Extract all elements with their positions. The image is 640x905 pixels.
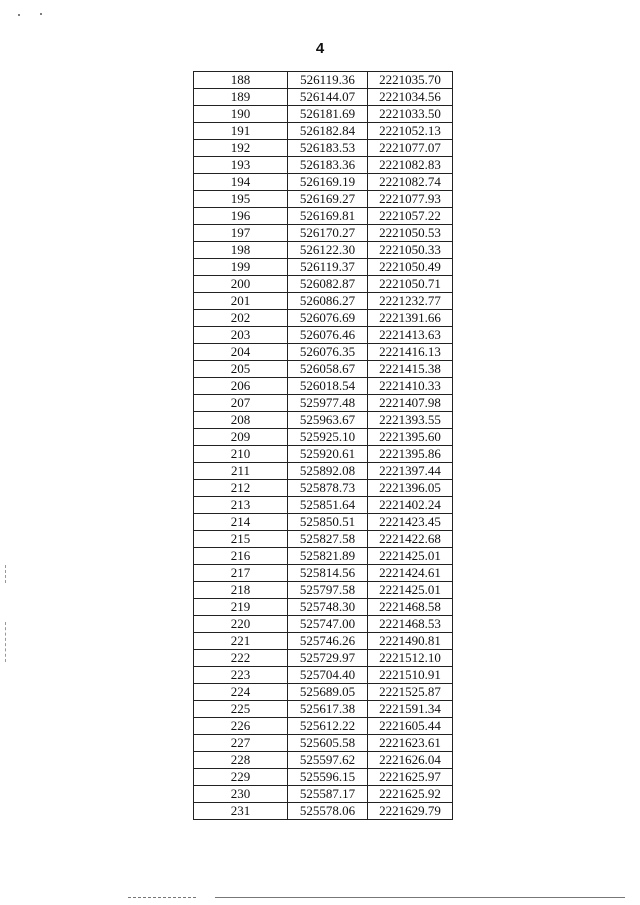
y-coordinate-cell: 2221425.01 bbox=[368, 548, 453, 565]
point-number-cell: 220 bbox=[194, 616, 288, 633]
x-coordinate-cell: 525704.40 bbox=[288, 667, 368, 684]
y-coordinate-cell: 2221625.97 bbox=[368, 769, 453, 786]
x-coordinate-cell: 525878.73 bbox=[288, 480, 368, 497]
table-row bbox=[194, 242, 453, 259]
table-row bbox=[194, 786, 453, 803]
table-row bbox=[194, 106, 453, 123]
x-coordinate-cell: 525920.61 bbox=[288, 446, 368, 463]
y-coordinate-cell: 2221052.13 bbox=[368, 123, 453, 140]
scan-artifact-line bbox=[128, 897, 196, 898]
table-row bbox=[194, 208, 453, 225]
y-coordinate-cell: 2221591.34 bbox=[368, 701, 453, 718]
y-coordinate-cell: 2221050.49 bbox=[368, 259, 453, 276]
y-coordinate-cell: 2221425.01 bbox=[368, 582, 453, 599]
y-coordinate-cell: 2221423.45 bbox=[368, 514, 453, 531]
table-row bbox=[194, 752, 453, 769]
table-row bbox=[194, 565, 453, 582]
y-coordinate-cell: 2221057.22 bbox=[368, 208, 453, 225]
y-coordinate-cell: 2221605.44 bbox=[368, 718, 453, 735]
table-row bbox=[194, 463, 453, 480]
x-coordinate-cell: 525597.62 bbox=[288, 752, 368, 769]
point-number-cell: 191 bbox=[194, 123, 288, 140]
y-coordinate-cell: 2221396.05 bbox=[368, 480, 453, 497]
y-coordinate-cell: 2221525.87 bbox=[368, 684, 453, 701]
table-row bbox=[194, 140, 453, 157]
x-coordinate-cell: 526082.87 bbox=[288, 276, 368, 293]
y-coordinate-cell: 2221077.07 bbox=[368, 140, 453, 157]
point-number-cell: 226 bbox=[194, 718, 288, 735]
x-coordinate-cell: 526169.27 bbox=[288, 191, 368, 208]
table-row bbox=[194, 72, 453, 89]
table-row bbox=[194, 123, 453, 140]
table-row bbox=[194, 548, 453, 565]
point-number-cell: 221 bbox=[194, 633, 288, 650]
table-row bbox=[194, 480, 453, 497]
point-number-cell: 204 bbox=[194, 344, 288, 361]
x-coordinate-cell: 526119.37 bbox=[288, 259, 368, 276]
x-coordinate-cell: 526170.27 bbox=[288, 225, 368, 242]
coordinates-table-body bbox=[194, 72, 453, 820]
table-row bbox=[194, 446, 453, 463]
page-number: 4 bbox=[315, 40, 325, 57]
y-coordinate-cell: 2221082.83 bbox=[368, 157, 453, 174]
y-coordinate-cell: 2221393.55 bbox=[368, 412, 453, 429]
scan-speck bbox=[40, 13, 42, 15]
y-coordinate-cell: 2221413.63 bbox=[368, 327, 453, 344]
table-row bbox=[194, 650, 453, 667]
x-coordinate-cell: 526144.07 bbox=[288, 89, 368, 106]
y-coordinate-cell: 2221050.33 bbox=[368, 242, 453, 259]
point-number-cell: 211 bbox=[194, 463, 288, 480]
x-coordinate-cell: 525827.58 bbox=[288, 531, 368, 548]
point-number-cell: 224 bbox=[194, 684, 288, 701]
table-row bbox=[194, 378, 453, 395]
y-coordinate-cell: 2221033.50 bbox=[368, 106, 453, 123]
point-number-cell: 198 bbox=[194, 242, 288, 259]
y-coordinate-cell: 2221468.53 bbox=[368, 616, 453, 633]
y-coordinate-cell: 2221468.58 bbox=[368, 599, 453, 616]
x-coordinate-cell: 526182.84 bbox=[288, 123, 368, 140]
point-number-cell: 218 bbox=[194, 582, 288, 599]
point-number-cell: 227 bbox=[194, 735, 288, 752]
scan-edge-mark bbox=[5, 565, 6, 583]
table-row bbox=[194, 531, 453, 548]
y-coordinate-cell: 2221082.74 bbox=[368, 174, 453, 191]
y-coordinate-cell: 2221623.61 bbox=[368, 735, 453, 752]
y-coordinate-cell: 2221629.79 bbox=[368, 803, 453, 820]
x-coordinate-cell: 525963.67 bbox=[288, 412, 368, 429]
y-coordinate-cell: 2221391.66 bbox=[368, 310, 453, 327]
point-number-cell: 217 bbox=[194, 565, 288, 582]
point-number-cell: 219 bbox=[194, 599, 288, 616]
table-row bbox=[194, 293, 453, 310]
x-coordinate-cell: 526018.54 bbox=[288, 378, 368, 395]
x-coordinate-cell: 526169.19 bbox=[288, 174, 368, 191]
table-row bbox=[194, 599, 453, 616]
table-row bbox=[194, 769, 453, 786]
point-number-cell: 200 bbox=[194, 276, 288, 293]
point-number-cell: 196 bbox=[194, 208, 288, 225]
x-coordinate-cell: 526122.30 bbox=[288, 242, 368, 259]
y-coordinate-cell: 2221034.56 bbox=[368, 89, 453, 106]
y-coordinate-cell: 2221397.44 bbox=[368, 463, 453, 480]
table-row bbox=[194, 514, 453, 531]
x-coordinate-cell: 525821.89 bbox=[288, 548, 368, 565]
scan-speck bbox=[18, 14, 20, 16]
y-coordinate-cell: 2221035.70 bbox=[368, 72, 453, 89]
y-coordinate-cell: 2221512.10 bbox=[368, 650, 453, 667]
y-coordinate-cell: 2221410.33 bbox=[368, 378, 453, 395]
x-coordinate-cell: 526076.35 bbox=[288, 344, 368, 361]
table-row bbox=[194, 429, 453, 446]
point-number-cell: 202 bbox=[194, 310, 288, 327]
y-coordinate-cell: 2221050.71 bbox=[368, 276, 453, 293]
point-number-cell: 208 bbox=[194, 412, 288, 429]
table-row bbox=[194, 344, 453, 361]
x-coordinate-cell: 525617.38 bbox=[288, 701, 368, 718]
x-coordinate-cell: 525892.08 bbox=[288, 463, 368, 480]
y-coordinate-cell: 2221395.86 bbox=[368, 446, 453, 463]
table-row bbox=[194, 310, 453, 327]
point-number-cell: 231 bbox=[194, 803, 288, 820]
x-coordinate-cell: 525850.51 bbox=[288, 514, 368, 531]
x-coordinate-cell: 526181.69 bbox=[288, 106, 368, 123]
y-coordinate-cell: 2221422.68 bbox=[368, 531, 453, 548]
x-coordinate-cell: 525977.48 bbox=[288, 395, 368, 412]
table-row bbox=[194, 361, 453, 378]
x-coordinate-cell: 526086.27 bbox=[288, 293, 368, 310]
table-row bbox=[194, 582, 453, 599]
point-number-cell: 206 bbox=[194, 378, 288, 395]
x-coordinate-cell: 526119.36 bbox=[288, 72, 368, 89]
point-number-cell: 209 bbox=[194, 429, 288, 446]
table-row bbox=[194, 225, 453, 242]
y-coordinate-cell: 2221510.91 bbox=[368, 667, 453, 684]
x-coordinate-cell: 525578.06 bbox=[288, 803, 368, 820]
point-number-cell: 194 bbox=[194, 174, 288, 191]
point-number-cell: 230 bbox=[194, 786, 288, 803]
coordinates-table bbox=[193, 71, 453, 820]
point-number-cell: 229 bbox=[194, 769, 288, 786]
y-coordinate-cell: 2221407.98 bbox=[368, 395, 453, 412]
point-number-cell: 228 bbox=[194, 752, 288, 769]
y-coordinate-cell: 2221402.24 bbox=[368, 497, 453, 514]
point-number-cell: 225 bbox=[194, 701, 288, 718]
table-row bbox=[194, 395, 453, 412]
table-row bbox=[194, 735, 453, 752]
point-number-cell: 210 bbox=[194, 446, 288, 463]
table-row bbox=[194, 667, 453, 684]
table-row bbox=[194, 497, 453, 514]
y-coordinate-cell: 2221050.53 bbox=[368, 225, 453, 242]
table-row bbox=[194, 157, 453, 174]
point-number-cell: 213 bbox=[194, 497, 288, 514]
point-number-cell: 212 bbox=[194, 480, 288, 497]
point-number-cell: 203 bbox=[194, 327, 288, 344]
point-number-cell: 189 bbox=[194, 89, 288, 106]
point-number-cell: 195 bbox=[194, 191, 288, 208]
table-row bbox=[194, 701, 453, 718]
x-coordinate-cell: 526183.53 bbox=[288, 140, 368, 157]
x-coordinate-cell: 525729.97 bbox=[288, 650, 368, 667]
x-coordinate-cell: 526076.46 bbox=[288, 327, 368, 344]
point-number-cell: 192 bbox=[194, 140, 288, 157]
point-number-cell: 207 bbox=[194, 395, 288, 412]
point-number-cell: 214 bbox=[194, 514, 288, 531]
table-row bbox=[194, 276, 453, 293]
y-coordinate-cell: 2221077.93 bbox=[368, 191, 453, 208]
point-number-cell: 197 bbox=[194, 225, 288, 242]
table-row bbox=[194, 633, 453, 650]
x-coordinate-cell: 526169.81 bbox=[288, 208, 368, 225]
scan-edge-mark bbox=[5, 622, 6, 662]
scan-artifact-line bbox=[215, 897, 625, 898]
table-row bbox=[194, 327, 453, 344]
y-coordinate-cell: 2221490.81 bbox=[368, 633, 453, 650]
y-coordinate-cell: 2221232.77 bbox=[368, 293, 453, 310]
x-coordinate-cell: 525746.26 bbox=[288, 633, 368, 650]
point-number-cell: 201 bbox=[194, 293, 288, 310]
table-row bbox=[194, 718, 453, 735]
point-number-cell: 215 bbox=[194, 531, 288, 548]
x-coordinate-cell: 525587.17 bbox=[288, 786, 368, 803]
x-coordinate-cell: 526076.69 bbox=[288, 310, 368, 327]
x-coordinate-cell: 525748.30 bbox=[288, 599, 368, 616]
table-row bbox=[194, 191, 453, 208]
y-coordinate-cell: 2221424.61 bbox=[368, 565, 453, 582]
x-coordinate-cell: 525814.56 bbox=[288, 565, 368, 582]
x-coordinate-cell: 525612.22 bbox=[288, 718, 368, 735]
x-coordinate-cell: 526183.36 bbox=[288, 157, 368, 174]
x-coordinate-cell: 525797.58 bbox=[288, 582, 368, 599]
table-row bbox=[194, 259, 453, 276]
point-number-cell: 188 bbox=[194, 72, 288, 89]
point-number-cell: 223 bbox=[194, 667, 288, 684]
table-row bbox=[194, 412, 453, 429]
y-coordinate-cell: 2221395.60 bbox=[368, 429, 453, 446]
x-coordinate-cell: 525605.58 bbox=[288, 735, 368, 752]
y-coordinate-cell: 2221415.38 bbox=[368, 361, 453, 378]
table-row bbox=[194, 89, 453, 106]
x-coordinate-cell: 525689.05 bbox=[288, 684, 368, 701]
point-number-cell: 199 bbox=[194, 259, 288, 276]
x-coordinate-cell: 525851.64 bbox=[288, 497, 368, 514]
y-coordinate-cell: 2221626.04 bbox=[368, 752, 453, 769]
point-number-cell: 190 bbox=[194, 106, 288, 123]
point-number-cell: 216 bbox=[194, 548, 288, 565]
x-coordinate-cell: 525925.10 bbox=[288, 429, 368, 446]
table-row bbox=[194, 174, 453, 191]
table-row bbox=[194, 616, 453, 633]
x-coordinate-cell: 525596.15 bbox=[288, 769, 368, 786]
y-coordinate-cell: 2221625.92 bbox=[368, 786, 453, 803]
x-coordinate-cell: 525747.00 bbox=[288, 616, 368, 633]
table-row bbox=[194, 803, 453, 820]
point-number-cell: 205 bbox=[194, 361, 288, 378]
table-row bbox=[194, 684, 453, 701]
x-coordinate-cell: 526058.67 bbox=[288, 361, 368, 378]
point-number-cell: 193 bbox=[194, 157, 288, 174]
y-coordinate-cell: 2221416.13 bbox=[368, 344, 453, 361]
point-number-cell: 222 bbox=[194, 650, 288, 667]
